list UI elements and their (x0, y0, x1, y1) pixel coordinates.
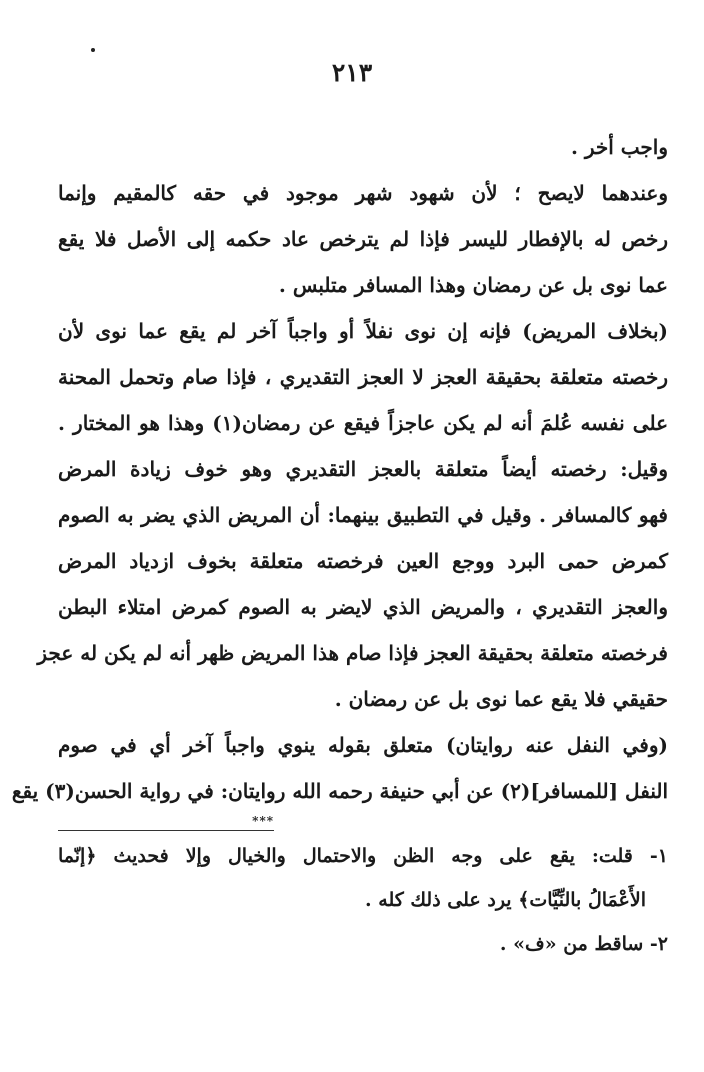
text-line: فرخصته متعلقة بحقيقة العجز فإذا صام هذا المريض ظهر أنه لم يكن له عجز (37, 641, 668, 665)
text-line: النفل [للمسافر](٢) عن أبي حنيفة رحمه الله روايتان: في رواية الحسن(٣) يقع (11, 779, 668, 803)
text-line: (وفي النفل عنه روايتان) متعلق بقوله ينوي واجباً آخر أي في صوم (58, 733, 668, 757)
footnote-line: ١- قلت: يقع على وجه الظن والاحتمال والخيال وإلا فحديث ﴿إنّما (58, 845, 668, 867)
separator-rule (58, 830, 274, 831)
footnotes (58, 834, 668, 966)
text-line: حقيقي فلا يقع عما نوى بل عن رمضان . (334, 687, 668, 711)
text-line: وعندهما لايصح ؛ لأن شهود شهر موجود في حقه كالمقيم وإنما (58, 181, 668, 205)
text-line: واجب أخر . (570, 135, 668, 159)
footnote-line: الأَعْمَالُ بالنِّيَّات﴾ يرد على ذلك كله . (365, 889, 646, 911)
text-line: رخصته متعلقة بحقيقة العجز لا العجز التقديري ، فإذا صام وتحمل المحنة (58, 365, 668, 389)
separator-stars: *** (252, 814, 274, 828)
text-line: عما نوى بل عن رمضان وهذا المسافر متلبس . (278, 273, 668, 297)
text-line: والعجز التقديري ، والمريض الذي لايضر به الصوم كمرض امتلاء البطن (58, 595, 668, 619)
text-line: على نفسه عُلمَ أنه لم يكن عاجزاً فيقع عن رمضان(١) وهذا هو المختار . (58, 411, 668, 435)
text-line: وقيل: رخصته أيضاً متعلقة بالعجز التقديري وهو خوف زيادة المرض (58, 457, 668, 481)
text-line: (بخلاف المريض) فإنه إن نوى نفلاً أو واجباً آخر لم يقع عما نوى لأن (58, 319, 668, 343)
scan-speck (91, 48, 95, 52)
text-line: كمرض حمى البرد ووجع العين فرخصته متعلقة بخوف ازدياد المرض (58, 549, 668, 573)
page-number: ٢١٣ (331, 58, 373, 87)
text-line: رخص له بالإفطار لليسر فإذا لم يترخص عاد حكمه إلى الأصل فلا يقع (58, 227, 668, 251)
footnote-separator (58, 814, 274, 834)
main-text (11, 124, 668, 814)
text-line: فهو كالمسافر . وقيل في التطبيق بينهما: أن المريض الذي يضر به الصوم (58, 503, 668, 527)
footnote-line: ٢- ساقط من «ف» . (499, 933, 668, 955)
